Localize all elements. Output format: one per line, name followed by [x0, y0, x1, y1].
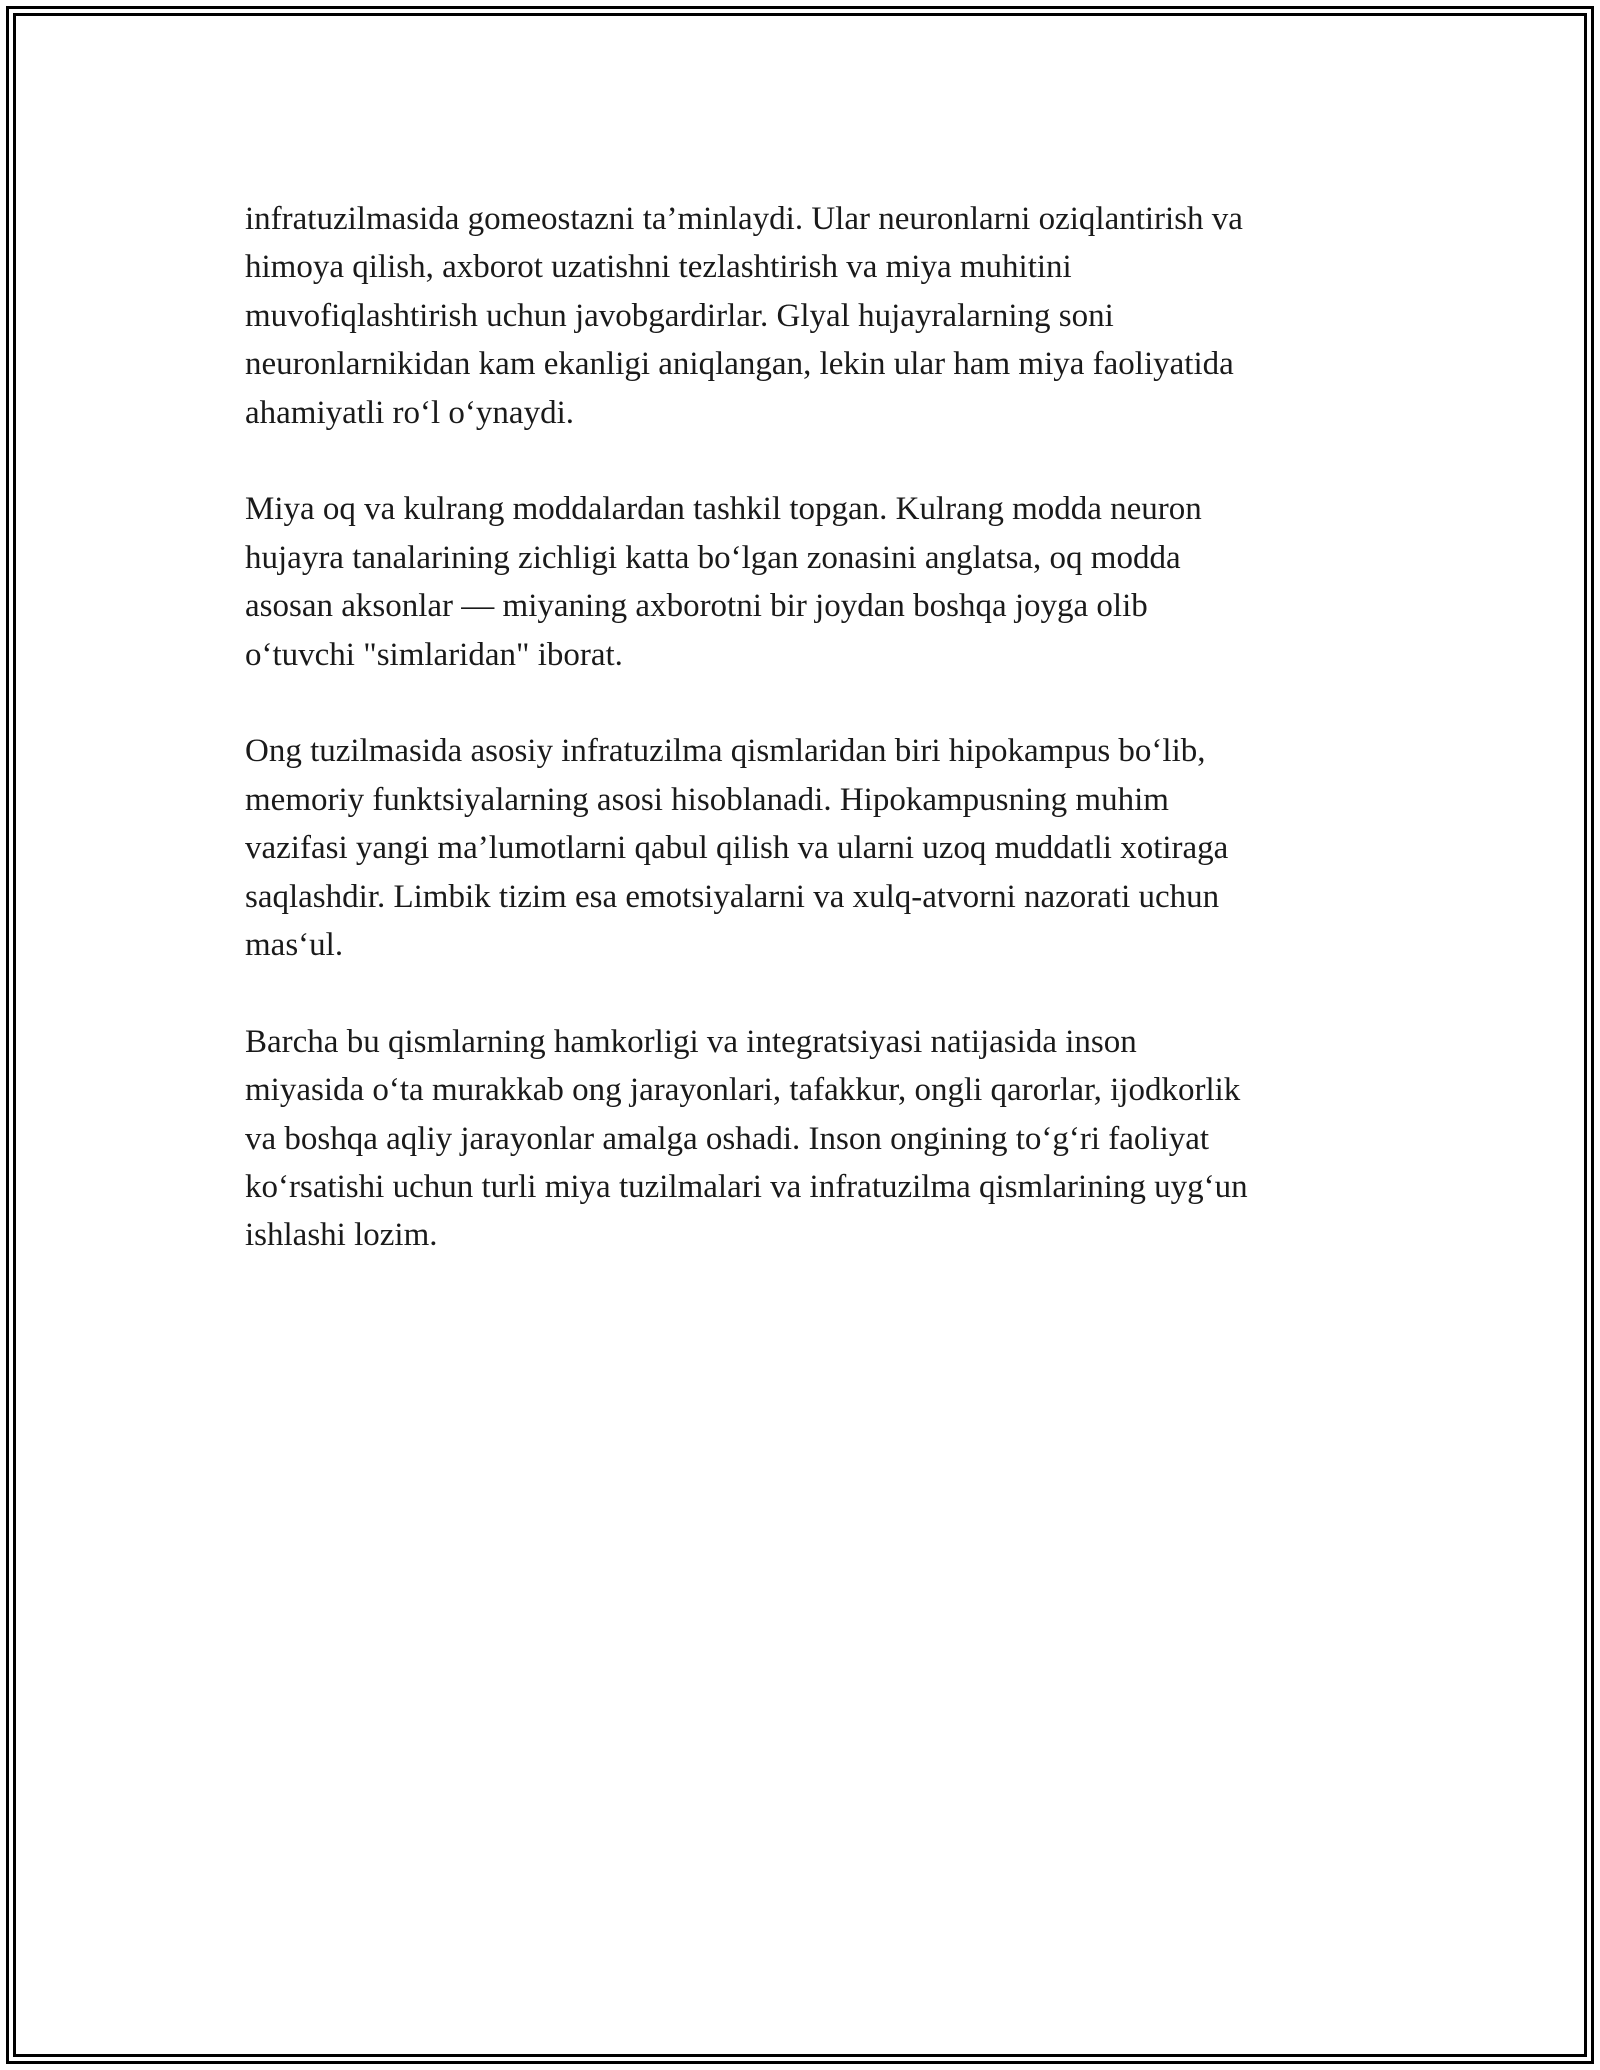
- document-body: [245, 195, 1375, 1308]
- paragraph-integration: Barcha bu qismlarning hamkorligi va integratsiyasi natijasida inson miyasida o‘ta murakkab ong jarayonlari, tafakkur, ongli qarorlar, ijodkorlik va boshqa aqliy jarayonlar amalga oshadi. Inson ongining to‘g‘ri faoliyat ko‘rsatishi uchun turli miya tuzilmalari va infratuzilma qismlarining uyg‘un ishlashi lozim.: [245, 1023, 1248, 1254]
- page-frame: [6, 6, 1594, 2064]
- paragraph-hippocampus: Ong tuzilmasida asosiy infratuzilma qismlaridan biri hipokampus bo‘lib, memoriy funktsiyalarning asosi hisoblanadi. Hipokampusning muhim vazifasi yangi ma’lumotlarni qabul qilish va ularni uzoq muddatli xotiraga saqlashdir. Limbik tizim esa emotsiyalarni va xulq-atvorni nazorati uchun mas‘ul.: [245, 733, 1229, 964]
- paragraph-white-gray-matter: Miya oq va kulrang moddalardan tashkil topgan. Kulrang modda neuron hujayra tanalarining zichligi katta bo‘lgan zonasini anglatsa, oq modda asosan aksonlar — miyaning axborotni bir joydan boshqa joyga olib o‘tuvchi "simlaridan" iborat.: [245, 491, 1202, 673]
- paragraph-glial-cells: infratuzilmasida gomeostazni ta’minlaydi. Ular neuronlarni oziqlantirish va himoya qilish, axborot uzatishni tezlashtirish va miya muhitini muvofiqlashtirish uchun javobgardirlar. Glyal hujayralarning soni neuronlarnikidan kam ekanligi aniqlangan, lekin ular ham miya faoliyatida ahamiyatli ro‘l o‘ynaydi.: [245, 201, 1243, 431]
